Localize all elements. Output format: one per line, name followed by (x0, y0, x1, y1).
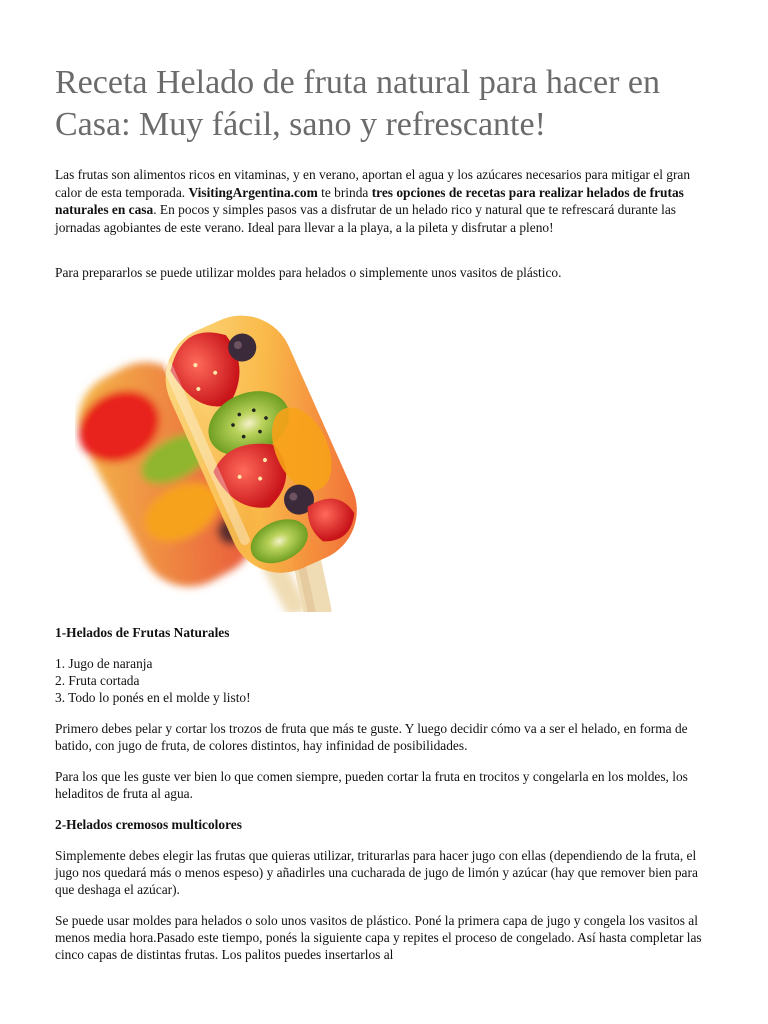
recipe-body (55, 624, 715, 977)
section1-paragraph: Primero debes pelar y cortar los trozos de fruta que más te guste. Y luego decidir cómo va a ser el helado, en forma de batido, con jugo de fruta, de colores distintos, hay infinidad de posibilidades. (55, 721, 688, 753)
section2-paragraph: Simplemente debes elegir las frutas que quieras utilizar, triturarlas para hacer jugo con ellas (dependiendo de la fruta, el jugo nos quedará más o menos espeso) y añadirles una cucharada de jugo de limón y azúcar (hay que remover bien para que deshaga el azúcar). (55, 848, 698, 897)
step-item: 2. Fruta cortada (55, 673, 140, 688)
section1-paragraph: Para los que les guste ver bien lo que comen siempre, pueden cortar la fruta en trocitos y congelarla en los moldes, los heladitos de fruta al agua. (55, 769, 688, 801)
section1-heading: 1-Helados de Frutas Naturales (55, 625, 230, 640)
page-title: Receta Helado de fruta natural para hacer en Casa: Muy fácil, sano y refrescante! (55, 64, 661, 143)
section2-paragraph: Se puede usar moldes para helados o solo unos vasitos de plástico. Poné la primera capa de jugo y congela los vasitos al menos media hora.Pasado este tiempo, ponés la siguiente capa y repites el proceso de congelado. Así hasta completar las cinco capas de distintas frutas. Los palitos puedes insertarlos al (55, 913, 702, 962)
intro-highlight: tres opciones de recetas para realizar helados de frutas naturales en casa (55, 184, 684, 217)
step-item: 3. Todo lo ponés en el molde y listo! (55, 690, 251, 705)
intro-text-3: . En pocos y simples pasos vas a disfrutar de un helado rico y natural que te refrescará durante las jornadas agobiantes de este verano. Ideal para llevar a la playa, a la pileta y disfrutar a pleno! (55, 202, 677, 235)
intro-text-1: Las frutas son alimentos ricos en vitaminas, y en verano, aportan el agua y los azúcares necesarios para mitigar el gran calor de esta temporada. (55, 167, 691, 200)
brand-name: VisitingArgentina.com (188, 184, 318, 200)
intro-text-2: te brinda (317, 184, 372, 200)
molds-paragraph: Para prepararlos se puede utilizar moldes para helados o simplemente unos vasitos de plástico. (55, 265, 562, 280)
step-item: 1. Jugo de naranja (55, 656, 153, 671)
section2-heading: 2-Helados cremosos multicolores (55, 817, 242, 832)
section1-steps (55, 655, 715, 706)
popsicle-photo (75, 300, 375, 612)
intro-paragraph (55, 166, 715, 236)
